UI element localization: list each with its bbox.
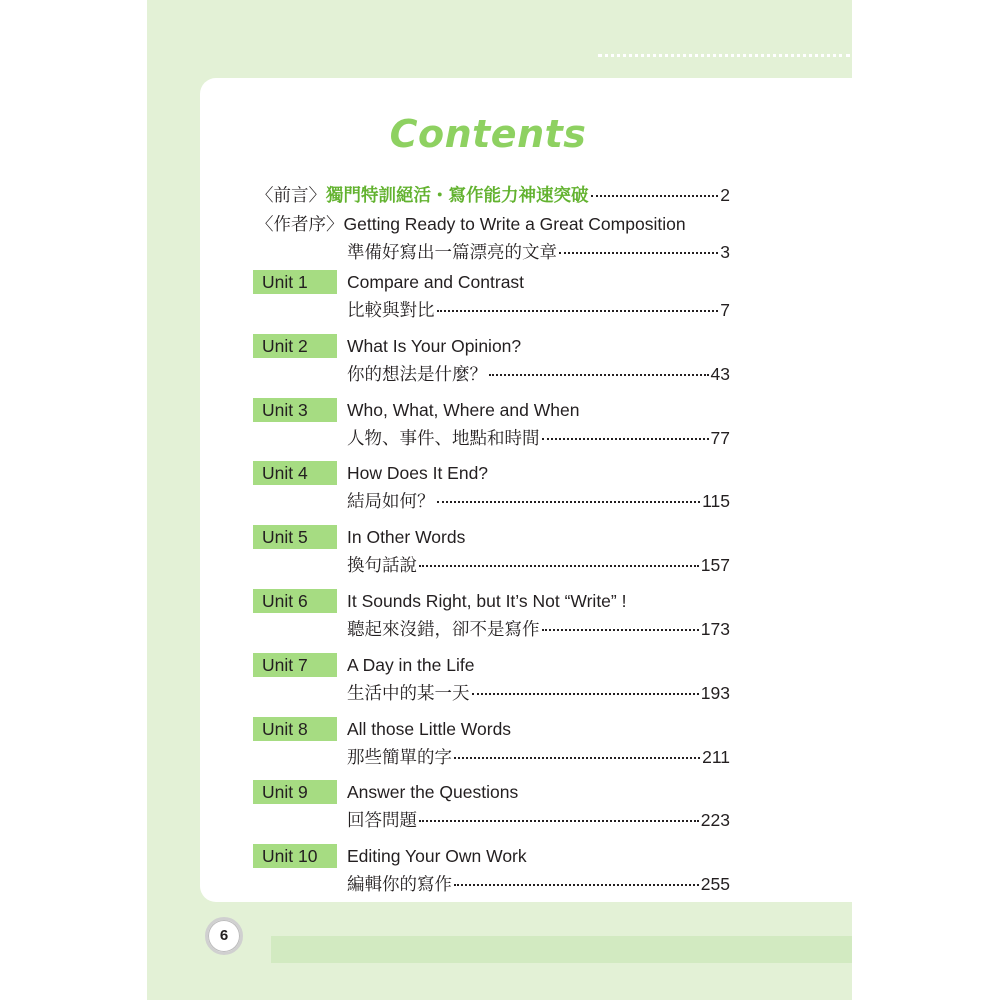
unit-title-en[interactable]: Answer the Questions bbox=[347, 782, 519, 802]
unit-title-zh: 編輯你的寫作 bbox=[347, 874, 452, 894]
toc-entry-unit[interactable] bbox=[347, 298, 730, 322]
unit-title-zh: 回答問題 bbox=[347, 810, 417, 830]
toc-entry-author-preface-zh[interactable] bbox=[347, 240, 730, 264]
toc-entry-unit[interactable] bbox=[347, 872, 730, 896]
unit-title-en[interactable]: All those Little Words bbox=[347, 719, 512, 739]
leader-dots bbox=[489, 374, 709, 376]
toc-entry-unit[interactable] bbox=[347, 617, 730, 641]
unit-label: Unit 8 bbox=[253, 717, 337, 741]
unit-page: 193 bbox=[700, 683, 730, 703]
unit-label: Unit 2 bbox=[253, 334, 337, 358]
leader-dots bbox=[419, 820, 699, 822]
toc-entry-unit[interactable] bbox=[347, 489, 730, 513]
leader-dots bbox=[437, 501, 701, 503]
preface-tag: 〈前言〉 bbox=[256, 185, 326, 205]
unit-title-zh: 結局如何？ bbox=[347, 491, 435, 511]
unit-page: 223 bbox=[700, 810, 730, 830]
leader-dots bbox=[472, 693, 699, 695]
unit-page: 115 bbox=[702, 491, 730, 511]
unit-title-zh: 那些簡單的字 bbox=[347, 747, 452, 767]
decorative-dotted-line bbox=[598, 54, 850, 57]
unit-page: 7 bbox=[720, 300, 730, 320]
toc-entry-unit[interactable] bbox=[347, 808, 730, 832]
author-preface-title-zh: 準備好寫出一篇漂亮的文章 bbox=[347, 242, 557, 262]
unit-label: Unit 3 bbox=[253, 398, 337, 422]
leader-dots bbox=[542, 629, 699, 631]
author-preface-title-en: Getting Ready to Write a Great Composition bbox=[343, 214, 686, 234]
leader-dots bbox=[437, 310, 719, 312]
unit-title-en[interactable]: Who, What, Where and When bbox=[347, 400, 580, 420]
toc-entry-unit[interactable] bbox=[347, 362, 730, 386]
unit-label: Unit 6 bbox=[253, 589, 337, 613]
toc-entry-unit[interactable] bbox=[347, 745, 730, 769]
unit-title-en[interactable]: Compare and Contrast bbox=[347, 272, 525, 292]
unit-title-en[interactable]: What Is Your Opinion? bbox=[347, 336, 522, 356]
leader-dots bbox=[591, 195, 719, 197]
unit-title-en[interactable]: In Other Words bbox=[347, 527, 466, 547]
preface-page: 2 bbox=[720, 185, 730, 205]
unit-page: 211 bbox=[702, 747, 730, 767]
leader-dots bbox=[454, 757, 700, 759]
unit-title-zh: 你的想法是什麼？ bbox=[347, 364, 487, 384]
leader-dots bbox=[454, 884, 699, 886]
unit-title-en[interactable]: It Sounds Right, but It’s Not “Write” ! bbox=[347, 591, 627, 611]
unit-label: Unit 7 bbox=[253, 653, 337, 677]
unit-title-en[interactable]: Editing Your Own Work bbox=[347, 846, 527, 866]
unit-page: 157 bbox=[700, 555, 730, 575]
leader-dots bbox=[559, 252, 718, 254]
toc-entry-author-preface[interactable] bbox=[256, 212, 730, 236]
unit-page: 173 bbox=[700, 619, 730, 639]
unit-label: Unit 1 bbox=[253, 270, 337, 294]
toc-entry-unit[interactable] bbox=[347, 681, 730, 705]
unit-title-zh: 比較與對比 bbox=[347, 300, 435, 320]
unit-title-zh: 換句話說 bbox=[347, 555, 417, 575]
author-preface-tag: 〈作者序〉 bbox=[256, 214, 344, 234]
unit-page: 77 bbox=[710, 428, 730, 448]
toc-entry-unit[interactable] bbox=[347, 426, 730, 450]
unit-title-en[interactable]: A Day in the Life bbox=[347, 655, 475, 675]
unit-page: 255 bbox=[700, 874, 730, 894]
preface-title: 獨門特訓絕活・寫作能力神速突破 bbox=[326, 185, 589, 205]
page-number: 6 bbox=[205, 917, 243, 955]
unit-label: Unit 5 bbox=[253, 525, 337, 549]
unit-title-en[interactable]: How Does It End? bbox=[347, 463, 489, 483]
unit-label: Unit 10 bbox=[253, 844, 337, 868]
unit-title-zh: 生活中的某一天 bbox=[347, 683, 470, 703]
toc-entry-preface[interactable] bbox=[256, 183, 730, 207]
unit-title-zh: 人物、事件、地點和時間 bbox=[347, 428, 540, 448]
page-title: Contents bbox=[389, 112, 587, 156]
leader-dots bbox=[542, 438, 709, 440]
unit-title-zh: 聽起來沒錯，卻不是寫作 bbox=[347, 619, 540, 639]
footer-band bbox=[271, 936, 852, 963]
unit-page: 43 bbox=[710, 364, 730, 384]
unit-label: Unit 9 bbox=[253, 780, 337, 804]
author-preface-page: 3 bbox=[720, 242, 730, 262]
toc-entry-unit[interactable] bbox=[347, 553, 730, 577]
leader-dots bbox=[419, 565, 699, 567]
unit-label: Unit 4 bbox=[253, 461, 337, 485]
